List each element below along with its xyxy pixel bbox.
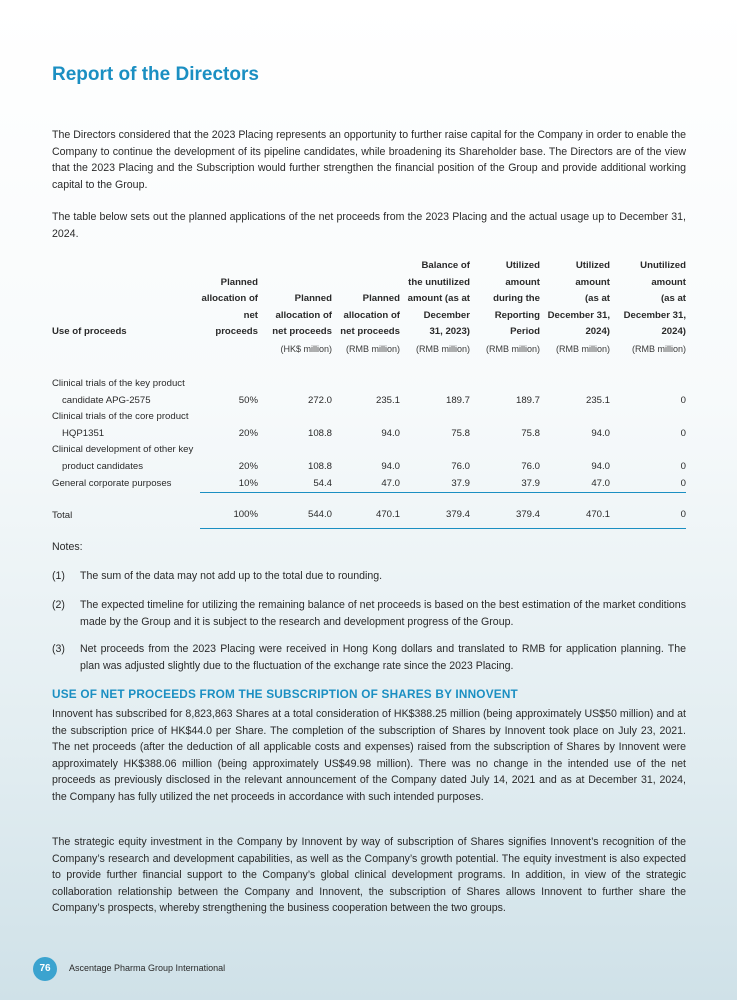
note-text: The sum of the data may not add up to the total due to rounding. [80, 570, 383, 582]
table-cell: 37.9 [400, 476, 470, 493]
header-balance-unutilized: Balance of the unutilized amount (as at December 31, 2023) [407, 260, 470, 338]
header-planned-allocation-rmb: Planned allocation of net proceeds [340, 293, 400, 338]
table-cell: 10% [200, 476, 258, 493]
table-cell: 379.4 [400, 493, 470, 529]
row-label: Clinical trials of the key product candidate APG-2575 [52, 377, 185, 406]
note-text: The expected timeline for utilizing the remaining balance of net proceeds is based on the best estimation of the market conditions made by the Group and it is subject to the research and development progress of the Group. [80, 599, 686, 628]
table-cell: 100% [200, 493, 258, 529]
table-cell: 379.4 [470, 493, 540, 529]
table-cell: 37.9 [470, 476, 540, 493]
row-label: Clinical trials of the core product HQP1351 [52, 411, 189, 439]
table-total-row [52, 493, 686, 529]
table-spacer [52, 357, 686, 376]
table-cell: 94.0 [591, 460, 610, 472]
table-cell: 0 [680, 460, 686, 472]
table-cell: 0 [610, 476, 686, 493]
table-cell: 189.7 [515, 394, 540, 406]
table-header-row [52, 258, 686, 341]
table-cell: 0 [680, 394, 686, 406]
intro-paragraph: The table below sets out the planned applications of the net proceeds from the 2023 Placing and the actual usage up to December 31, 2024. [52, 211, 686, 240]
note-number: (3) [52, 643, 65, 655]
unit-cell: (RMB million) [416, 343, 470, 354]
unit-cell: (RMB million) [556, 343, 610, 354]
table-units-row [52, 341, 686, 357]
table-cell: 75.8 [521, 427, 540, 439]
table-cell: 272.0 [307, 394, 332, 406]
header-planned-allocation-hkd: Planned allocation of net proceeds [272, 293, 332, 338]
unit-cell [52, 341, 200, 357]
notes-label: Notes: [52, 541, 83, 553]
footer-company-name: Ascentage Pharma Group International [69, 963, 226, 973]
table-cell: 75.8 [451, 427, 470, 439]
page-title: Report of the Directors [52, 64, 259, 85]
table-cell: 54.4 [258, 476, 332, 493]
table-cell: 94.0 [381, 460, 400, 472]
intro-paragraph: The Directors considered that the 2023 Placing represents an opportunity to further raise capital for the Company in order to enable the Company to continue the development of its pipeline candidates, while broadening its Shareholder base. The Directors are of the view that the 2023 Placing and the Subscription would further strengthen the financial position of the Group and provide additional working capital to the Group. [52, 129, 686, 191]
table-cell: 108.8 [307, 427, 332, 439]
unit-cell: (RMB million) [632, 343, 686, 354]
table-row [52, 409, 686, 442]
table-cell: 108.8 [307, 460, 332, 472]
table-cell: 76.0 [521, 460, 540, 472]
table-cell: 94.0 [381, 427, 400, 439]
table-cell: 470.1 [540, 493, 610, 529]
header-use-of-proceeds: Use of proceeds [52, 326, 127, 338]
table-cell: 50% [238, 394, 258, 406]
table-cell: 76.0 [451, 460, 470, 472]
table-cell: 189.7 [445, 394, 470, 406]
note-number: (1) [52, 570, 65, 582]
note-item [52, 641, 686, 674]
table-cell: 20% [238, 427, 258, 439]
unit-cell [200, 341, 258, 357]
table-cell: 47.0 [332, 476, 400, 493]
note-number: (2) [52, 599, 65, 611]
note-item [52, 597, 686, 630]
note-text: Net proceeds from the 2023 Placing were received in Hong Kong dollars and translated to RMB for application planning. The plan was adjusted slightly due to the fluctuation of the exchange rate since the 2023 Placing. [80, 643, 686, 672]
table-cell: 544.0 [258, 493, 332, 529]
table-cell: 470.1 [332, 493, 400, 529]
table-cell: 20% [238, 460, 258, 472]
page-number-badge: 76 [33, 957, 57, 981]
unit-cell: (RMB million) [346, 343, 400, 354]
header-utilized-to-date: Utilized amount (as at December 31, 2024) [547, 260, 610, 338]
note-item [52, 568, 686, 585]
unit-cell: (RMB million) [486, 343, 540, 354]
table-cell: 235.1 [375, 394, 400, 406]
header-unutilized: Unutilized amount (as at December 31, 2024) [623, 260, 686, 338]
section-paragraph: The strategic equity investment in the Company by Innovent by way of subscription of Shares signifies Innovent’s recognition of the Company’s research and development capabilities, as well as the Company’s growth potential. The equity investment is also expected to provide further financial support to the Company’s global clinical development programs. In addition, in view of the strategic collaboration relationship between the Company and Innovent, the subscription of Shares allows Innovent to further share the Company’s prospects, whereby strengthening the business cooperation between the two groups. [52, 836, 686, 914]
unit-cell: (HK$ million) [280, 343, 332, 354]
header-planned-allocation-pct: Planned allocation of net proceeds [201, 276, 258, 338]
table-cell: 235.1 [585, 394, 610, 406]
table-row [52, 376, 686, 409]
row-label: General corporate purposes [52, 478, 172, 490]
row-label: Clinical development of other key product candidates [52, 444, 194, 472]
header-utilized-during-period: Utilized amount during the Reporting Period [493, 260, 540, 338]
proceeds-table [52, 258, 686, 529]
table-row [52, 476, 686, 493]
table-cell: 0 [680, 427, 686, 439]
section-heading: USE OF NET PROCEEDS FROM THE SUBSCRIPTION OF SHARES BY INNOVENT [52, 687, 518, 701]
section-paragraph: Innovent has subscribed for 8,823,863 Shares at a total consideration of HK$388.25 million (being approximately US$50 million) and at the subscription price of HK$44.0 per Share. The completion of the subscription of Shares by Innovent took place on July 23, 2021. The net proceeds (after the deduction of all applicable costs and expenses) raised from the subscription of Shares by Innovent were approximately HK$388.06 million (being approximately US$49.98 million). There was no change in the intended use of the net proceeds as previously disclosed in the relevant announcement of the Company dated July 14, 2021 and as at December 31, 2024, the Company has fully utilized the net proceeds in accordance with such intended purposes. [52, 708, 686, 803]
table-cell: 94.0 [591, 427, 610, 439]
total-label: Total [52, 509, 73, 521]
table-row [52, 442, 686, 475]
table-cell: 0 [610, 493, 686, 529]
table-cell: 47.0 [540, 476, 610, 493]
